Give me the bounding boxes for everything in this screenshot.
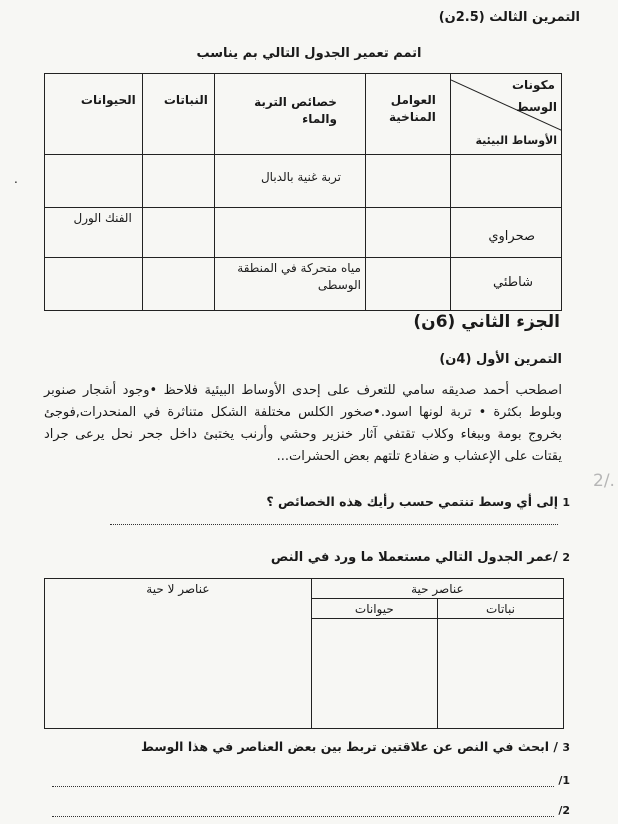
soil-cell[interactable]: تربة غنية بالدبال xyxy=(214,155,365,208)
q1-number: 1 xyxy=(562,496,570,509)
soil-cell: مياه متحركة في المنطقة الوسطى xyxy=(214,258,365,311)
question-3 xyxy=(141,739,570,754)
exercise1-heading xyxy=(439,352,562,367)
climate-cell[interactable] xyxy=(365,258,450,311)
part2-title: الجزء الثاني xyxy=(461,312,560,332)
nonliving-header: عناصر لا حية xyxy=(146,582,210,596)
plants-subheader: نباتات xyxy=(437,599,563,619)
q2-number: 2 xyxy=(562,551,570,564)
plants-cell[interactable] xyxy=(142,155,214,208)
table-row xyxy=(45,258,562,311)
diag-bottom-label: الأوساط البيئية xyxy=(475,134,557,147)
exercise3-points: (2.5ن) xyxy=(438,10,485,25)
plants-header: النباتات xyxy=(142,74,214,155)
answer-line-2-label: /2 xyxy=(558,804,570,817)
animals-subheader: حيوانات xyxy=(311,599,437,619)
climate-cell[interactable] xyxy=(365,208,450,258)
answer-line-1-label: /1 xyxy=(558,774,570,787)
question-2 xyxy=(271,550,570,565)
answer-line-q1[interactable] xyxy=(110,524,558,525)
habitat-table xyxy=(44,73,562,311)
animals-cell[interactable] xyxy=(45,258,143,311)
q3-text: / ابحث في النص عن علاقتين تربط بين بعض العناصر في هذا الوسط xyxy=(140,739,558,754)
diag-mid-label: الوسط xyxy=(516,100,557,114)
diag-top-label: مكونات xyxy=(511,78,555,92)
climate-header: العوامل المناخية xyxy=(365,74,450,155)
margin-mark: . xyxy=(14,172,18,186)
animals-cell[interactable] xyxy=(45,155,143,208)
animals-header: الحيوانات xyxy=(45,74,143,155)
plants-cell[interactable] xyxy=(142,208,214,258)
table-row xyxy=(45,208,562,258)
plants-answer-cell[interactable] xyxy=(437,619,563,729)
q1-text: إلى أي وسط تنتمي حسب رأيك هذه الخصائص ؟ xyxy=(266,494,558,509)
q2-text: /عمر الجدول التالي مستعملا ما ورد في النص xyxy=(270,550,558,565)
soil-header: خصائص التربة والماء xyxy=(214,74,365,155)
elements-table xyxy=(44,578,564,729)
exercise1-title: التمرين الأول xyxy=(475,352,562,367)
answer-line-1[interactable] xyxy=(52,786,554,787)
soil-cell[interactable] xyxy=(214,208,365,258)
table-header-row xyxy=(45,74,562,155)
question-1 xyxy=(266,494,570,509)
habitat-cell: شاطئي xyxy=(450,258,561,311)
habitat-cell[interactable] xyxy=(450,155,561,208)
animals-answer-cell[interactable] xyxy=(311,619,437,729)
part2-points: (6ن) xyxy=(413,312,456,332)
climate-cell[interactable] xyxy=(365,155,450,208)
nonliving-header-cell[interactable] xyxy=(45,579,312,729)
answer-line-2[interactable] xyxy=(52,816,554,817)
plants-cell[interactable] xyxy=(142,258,214,311)
diagonal-header-cell xyxy=(450,74,561,155)
habitat-cell: صحراوي xyxy=(450,208,561,258)
table-row xyxy=(45,155,562,208)
q3-number: 3 xyxy=(562,741,570,754)
grade-mark: 2/. xyxy=(593,471,615,491)
exercise3-heading xyxy=(439,10,580,25)
part2-heading xyxy=(413,312,560,332)
exercise3-instruction: اتمم تعمير الجدول التالي بم يناسب xyxy=(196,46,422,61)
exercise1-points: (4ن) xyxy=(439,352,472,367)
exercise1-paragraph: اصطحب أحمد صديقه سامي للتعرف على إحدى الأوساط البيئية فلاحظ •وجود أشجار صنوبر وبلوط بكثرة • تربة لونها اسود.•صخور الكلس مختلفة الشكل متناثرة في المنحدرات,فوجئ بخروج بومة وببغاء وكلاب تقتفي آثار خنزير وحشي وأرنب يختبئ داخل جحر نحل يرعى جراد يقتات على الإعشاب و ضفادع تلتهم بعض الحشرات... xyxy=(44,383,562,464)
animals-cell: الفنك الورل xyxy=(45,208,143,258)
exercise3-title: التمرين الثالث xyxy=(489,10,580,25)
table-header-row xyxy=(45,579,564,599)
living-header: عناصر حية xyxy=(311,579,563,599)
